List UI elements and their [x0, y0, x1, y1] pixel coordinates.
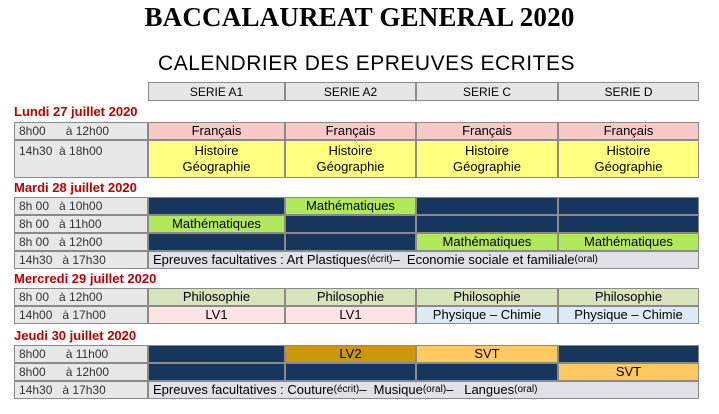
header-serie-a1: SERIE A1: [148, 82, 285, 101]
exam-physique-chimie: Physique – Chimie: [558, 306, 699, 324]
facultative-note: (écrit): [366, 254, 393, 265]
exam-lv1: LV1: [285, 306, 416, 324]
exam-philosophie: Philosophie: [148, 288, 285, 306]
exam-svt: SVT: [558, 363, 699, 381]
empty-slot: [416, 215, 558, 233]
time-slot: 14h30 à 18h00: [14, 140, 148, 178]
time-slot: 8h00 à 11h00: [14, 345, 148, 363]
facultative-note: (oral): [574, 254, 598, 265]
time-slot: 8h 00 à 11h00: [14, 215, 148, 233]
time-slot: 8h 00 à 12h00: [14, 288, 148, 306]
empty-slot: [148, 345, 285, 363]
empty-slot: [558, 215, 699, 233]
header-serie-d: SERIE D: [558, 82, 699, 101]
exam-histoire-geo: [148, 140, 285, 178]
exam-svt: SVT: [416, 345, 558, 363]
subject-line: Géographie: [453, 159, 521, 174]
exam-physique-chimie: Physique – Chimie: [416, 306, 558, 324]
exam-mathematiques: Mathématiques: [285, 197, 416, 215]
exam-francais: Français: [558, 122, 699, 140]
time-slot: 8h 00 à 10h00: [14, 197, 148, 215]
subject-line: Histoire: [194, 143, 239, 158]
subject-line: Géographie: [316, 159, 385, 174]
exam-mathematiques: Mathématiques: [148, 215, 285, 233]
empty-slot: [285, 363, 416, 381]
exam-philosophie: Philosophie: [416, 288, 558, 306]
exam-francais: Français: [285, 122, 416, 140]
page-subtitle: CALENDRIER DES EPREUVES ECRITES: [158, 52, 575, 75]
exam-philosophie: Philosophie: [285, 288, 416, 306]
time-slot: 8h 00 à 12h00: [14, 233, 148, 251]
empty-slot: [558, 197, 699, 215]
time-slot: 8h00 à 12h00: [14, 363, 148, 381]
exam-lv2: LV2: [285, 345, 416, 363]
facultative-text: Epreuves facultatives : Art Plastiques: [153, 252, 367, 267]
time-slot: 8h00 à 12h00: [14, 122, 148, 140]
subject-line: Histoire: [606, 143, 651, 158]
page-title: BACCALAUREAT GENERAL 2020: [144, 2, 575, 32]
empty-slot: [148, 197, 285, 215]
empty-slot: [558, 345, 699, 363]
subject-line: Histoire: [464, 143, 510, 158]
exam-lv1: LV1: [148, 306, 285, 324]
facultative-text: – Economie sociale et familiale: [392, 252, 575, 267]
empty-slot: [285, 233, 416, 251]
facultative-exams: [148, 251, 699, 269]
day-label-lundi: Lundi 27 juillet 2020: [14, 104, 138, 119]
facultative-exams: [148, 381, 699, 399]
subject-line: Histoire: [328, 143, 373, 158]
empty-slot: [285, 215, 416, 233]
exam-histoire-geo: [285, 140, 416, 178]
exam-francais: Français: [148, 122, 285, 140]
subject-line: Géographie: [182, 159, 251, 174]
exam-philosophie: Philosophie: [558, 288, 699, 306]
time-slot: 14h30 à 17h30: [14, 381, 148, 399]
header-serie-c: SERIE C: [416, 82, 558, 101]
time-slot: 14h00 à 17h00: [14, 306, 148, 324]
day-label-jeudi: Jeudi 30 juillet 2020: [14, 328, 137, 343]
subject-line: Géographie: [594, 159, 663, 174]
exam-histoire-geo: [558, 140, 699, 178]
empty-slot: [148, 233, 285, 251]
facultative-text: Epreuves facultatives : Couture: [153, 382, 334, 397]
facultative-text: – Musique: [359, 382, 423, 397]
header-serie-a2: SERIE A2: [285, 82, 416, 101]
facultative-text: – Langues: [446, 382, 515, 397]
time-slot: 14h30 à 17h30: [14, 251, 148, 269]
facultative-note: (oral): [422, 384, 447, 395]
exam-francais: Français: [416, 122, 558, 140]
exam-mathematiques: Mathématiques: [416, 233, 558, 251]
day-label-mardi: Mardi 28 juillet 2020: [14, 180, 137, 195]
facultative-note: (oral): [514, 384, 538, 395]
day-label-mercredi: Mercredi 29 juillet 2020: [14, 271, 157, 286]
exam-histoire-geo: [416, 140, 558, 178]
empty-slot: [416, 197, 558, 215]
facultative-note: (écrit): [333, 384, 360, 395]
empty-slot: [148, 363, 285, 381]
empty-slot: [416, 363, 558, 381]
exam-mathematiques: Mathématiques: [558, 233, 699, 251]
